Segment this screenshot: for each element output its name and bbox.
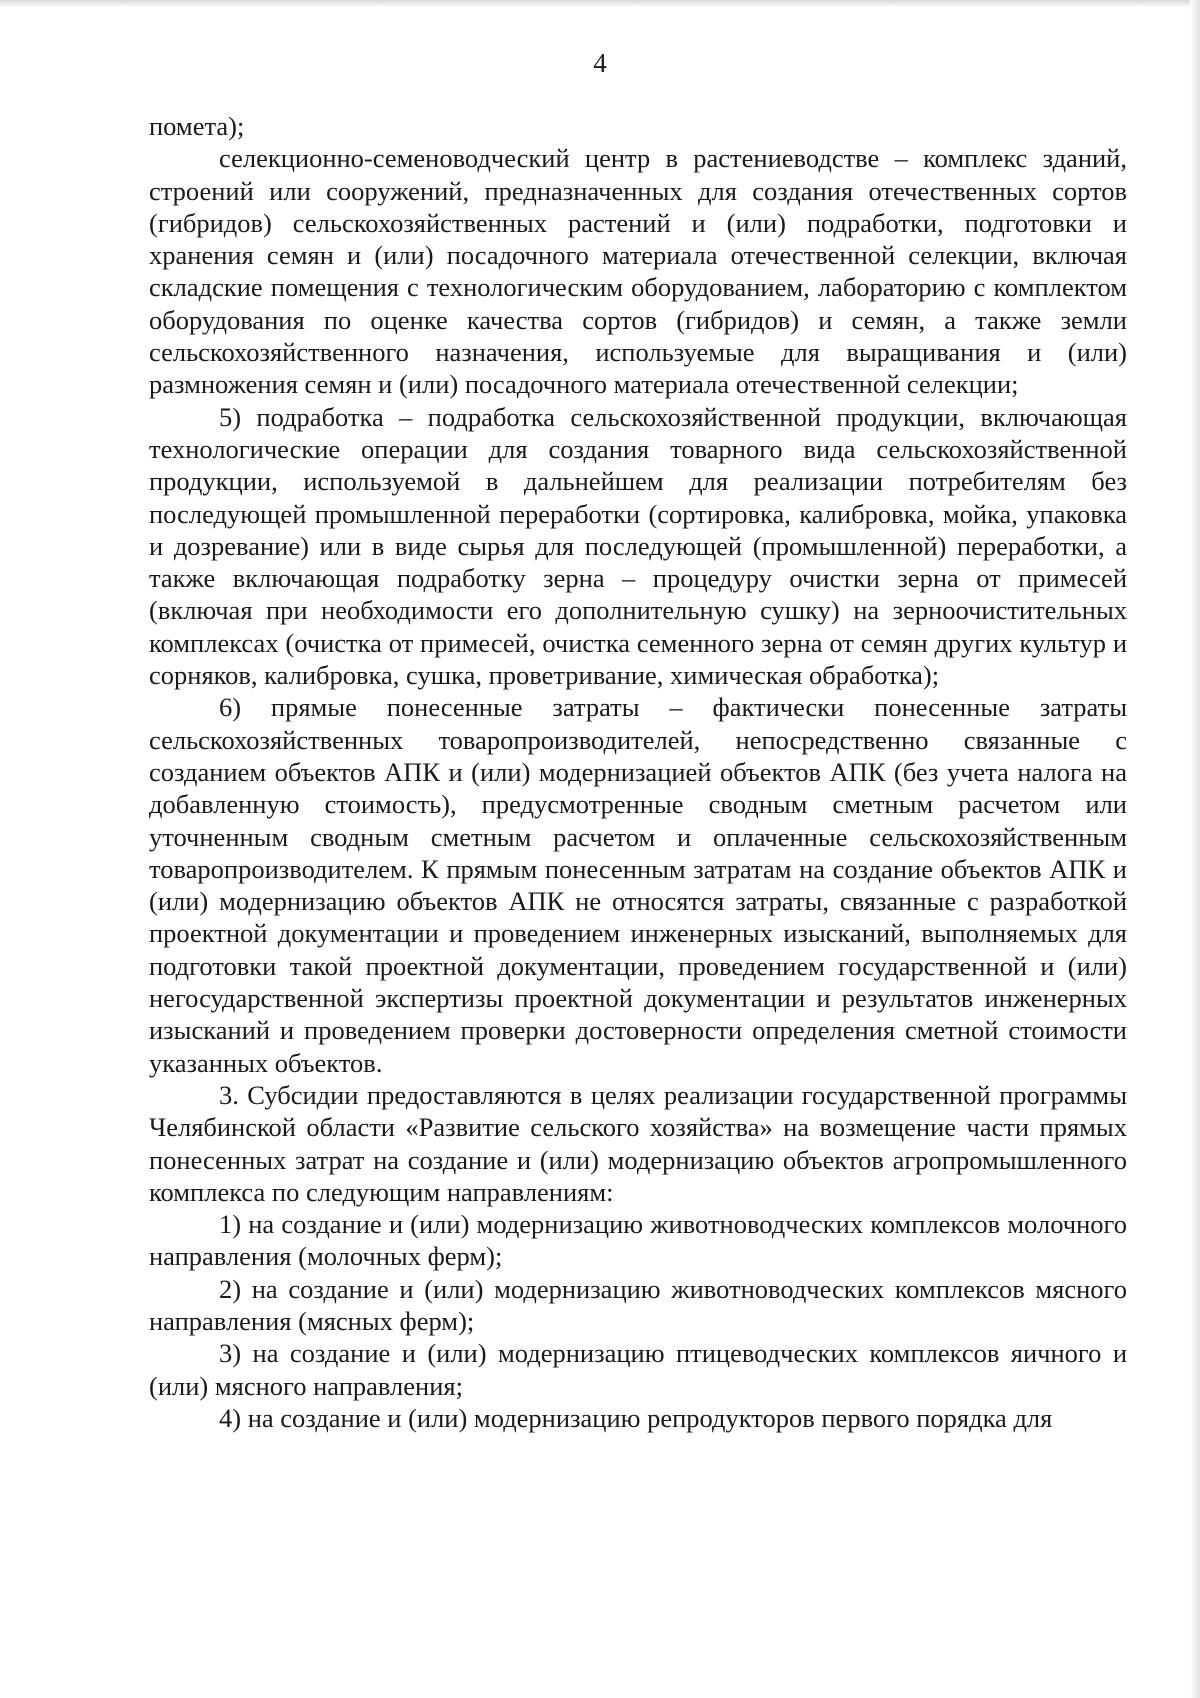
scan-edge-right bbox=[1190, 0, 1200, 1698]
paragraph-direction-1: 1) на создание и (или) модернизацию животноводческих комплексов молочного направления (молочных ферм); bbox=[149, 1209, 1127, 1272]
paragraph-definition-5: 5) подработка – подработка сельскохозяйственной продукции, включающая технологические операции для создания товарного вида сельскохозяйственной продукции, используемой в дальнейшем для реализации потребителям без последующей промышленной переработки (сортировка, калибровка, мойка, упаковка и дозревание) или в виде сырья для последующей (промышленной) переработки, а также включающая подработку зерна – процедуру очистки зерна от примесей (включая при необходимости его дополнительную сушку) на зерноочистительных комплексах (очистка от примесей, очистка семенного зерна от семян других культур и сорняков, калибровка, сушка, проветривание, химическая обработка); bbox=[149, 401, 1127, 691]
paragraph-direction-4: 4) на создание и (или) модернизацию репродукторов первого порядка для bbox=[219, 1402, 1053, 1433]
scan-edge-top bbox=[0, 0, 1200, 8]
page-number: 4 bbox=[593, 48, 607, 78]
paragraph-direction-2: 2) на создание и (или) модернизацию животноводческих комплексов мясного направления (мясных ферм); bbox=[149, 1273, 1127, 1336]
paragraph-definition-6: 6) прямые понесенные затраты – фактически понесенные затраты сельскохозяйственных товаропроизводителей, непосредственно связанные с созданием объектов АПК и (или) модернизацией объектов АПК (без учета налога на добавленную стоимость), предусмотренные сводным сметным расчетом или уточненным сводным сметным расчетом и оплаченные сельскохозяйственным товаропроизводителем. К прямым понесенным затратам на создание объектов АПК и (или) модернизацию объектов АПК не относятся затраты, связанные с разработкой проектной документации и проведением инженерных изысканий, выполняемых для подготовки такой проектной документации, проведением государственной и (или) негосударственной экспертизы проектной документации и результатов инженерных изысканий и проведением проверки достоверности определения сметной стоимости указанных объектов. bbox=[149, 692, 1127, 1078]
paragraph-direction-3: 3) на создание и (или) модернизацию птицеводческих комплексов яичного и (или) мясного направления; bbox=[149, 1338, 1127, 1401]
paragraph-continuation: помета); bbox=[149, 111, 245, 141]
paragraph-clause-3: 3. Субсидии предоставляются в целях реализации государственной программы Челябинской области «Развитие сельского хозяйства» на возмещение части прямых понесенных затрат на создание и (или) модернизацию объектов агропромышленного комплекса по следующим направлениям: bbox=[149, 1079, 1127, 1207]
paragraph-definition-seed-center: селекционно-семеноводческий центр в растениеводстве – комплекс зданий, строений или сооружений, предназначенных для создания отечественных сортов (гибридов) сельскохозяйственных растений и (или) подработки, подготовки и хранения семян и (или) посадочного материала отечественной селекции, включая складские помещения с технологическим оборудованием, лабораторию с комплектом оборудования по оценке качества сортов (гибридов) и семян, а также земли сельскохозяйственного назначения, используемые для выращивания и (или) размножения семян и (или) посадочного материала отечественной селекции; bbox=[149, 143, 1127, 400]
document-body bbox=[149, 110, 1127, 1434]
